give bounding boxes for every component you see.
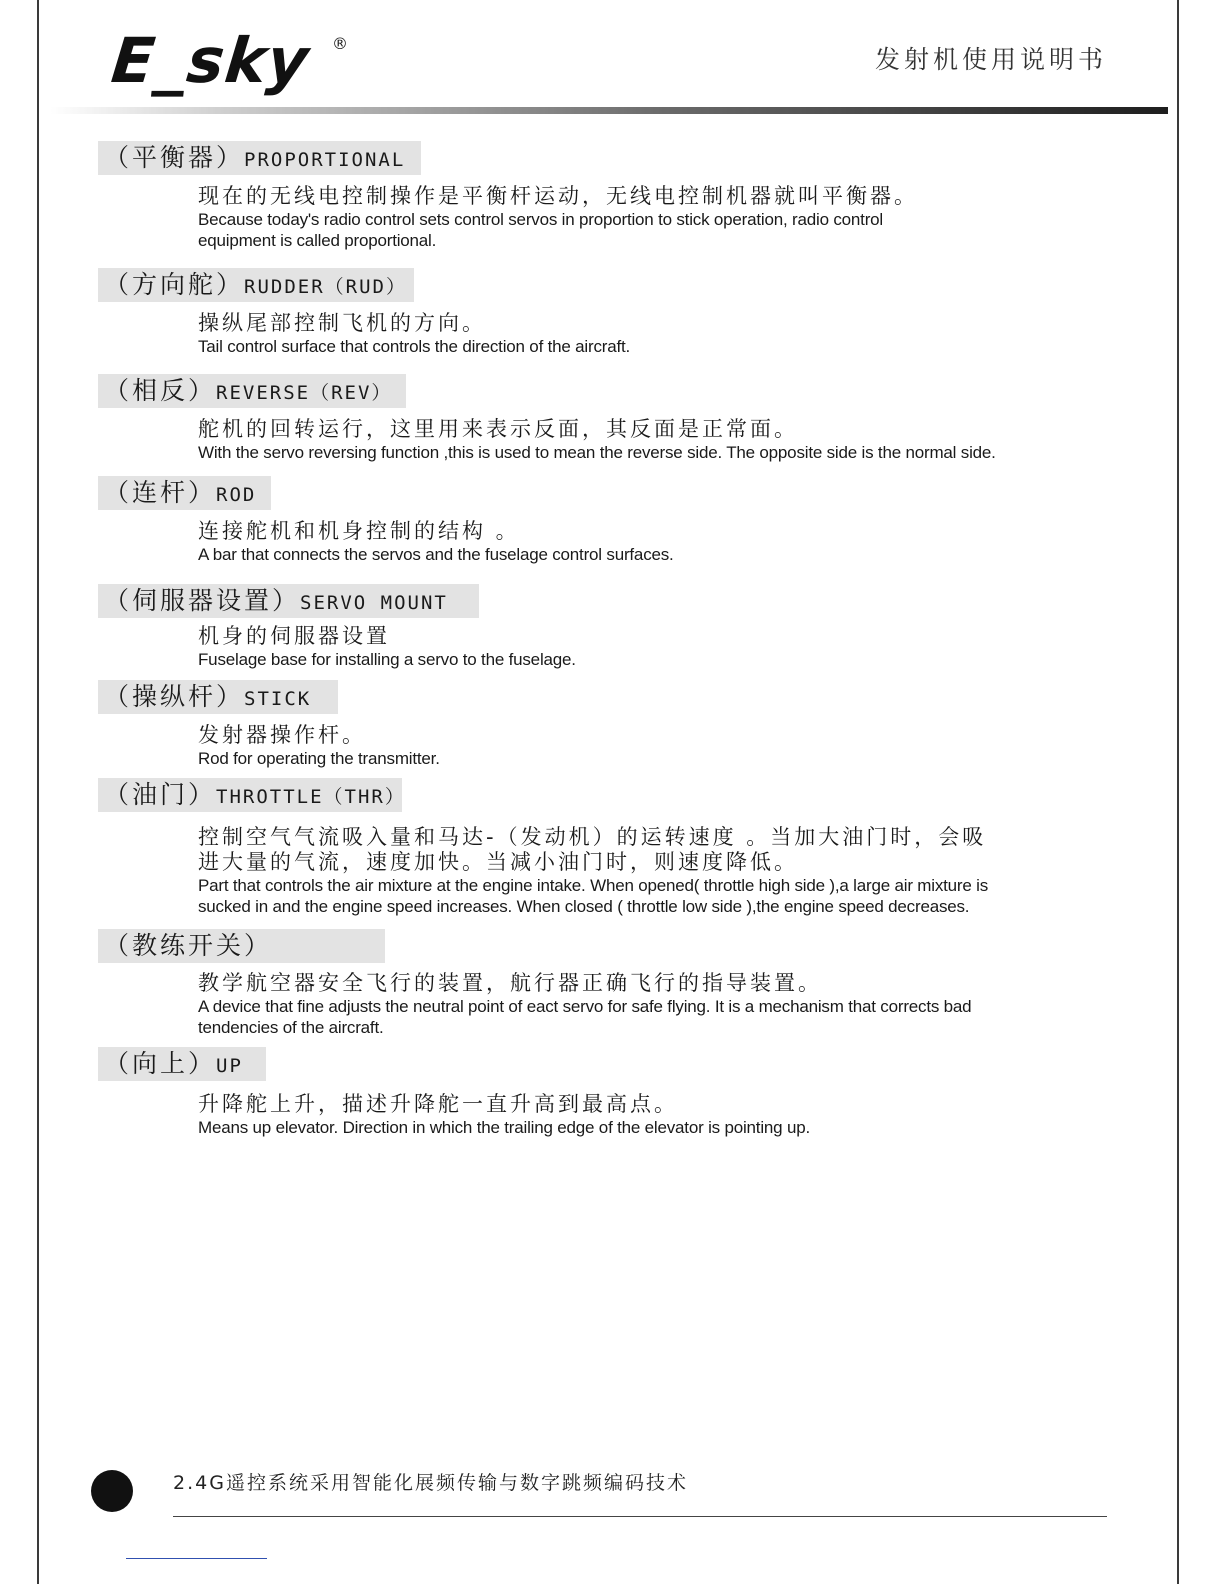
term-description xyxy=(198,184,1058,251)
term-chinese: （伺服器设置） xyxy=(104,586,301,615)
glossary-entry-trainer-switch xyxy=(98,929,1058,1038)
esky-logo: E_sky xyxy=(108,24,313,97)
description-chinese: 升降舵上升，描述升降舵一直升高到最高点。 xyxy=(198,1092,678,1116)
description-english: Because today's radio control sets control servos in proportion to stick operation, radio control xyxy=(198,210,883,229)
term-description xyxy=(198,624,1058,670)
description-chinese: 发射器操作杆。 xyxy=(198,723,366,747)
footer-tagline: 2.4G遥控系统采用智能化展频传输与数字跳频编码技术 xyxy=(173,1472,688,1494)
footer-divider xyxy=(173,1516,1107,1517)
term-description xyxy=(198,417,1058,463)
term-label xyxy=(98,584,479,618)
term-label xyxy=(98,778,406,812)
term-label xyxy=(98,141,421,175)
term-chinese: （相反） xyxy=(104,376,217,405)
term-label xyxy=(98,680,338,714)
description-english: sucked in and the engine speed increases. When closed ( throttle low side ),the engine speed decreases. xyxy=(198,897,970,916)
registered-mark: ® xyxy=(332,34,348,53)
term-label xyxy=(98,929,385,963)
description-english: tendencies of the aircraft. xyxy=(198,1018,384,1037)
page-border-right xyxy=(1177,0,1179,1584)
term-english: SERVO MOUNT xyxy=(300,592,448,614)
page-border-left xyxy=(37,0,39,1584)
term-chinese: （操纵杆） xyxy=(104,682,245,711)
term-english: THROTTLE（THR） xyxy=(216,786,406,808)
description-chinese: 机身的伺服器设置 xyxy=(198,624,390,648)
term-description xyxy=(198,825,1058,917)
description-english: equipment is called proportional. xyxy=(198,231,437,250)
description-english: A device that fine adjusts the neutral point of eact servo for safe flying. It is a mechanism that corrects bad xyxy=(198,997,972,1016)
term-label xyxy=(98,476,271,510)
description-chinese: 现在的无线电控制操作是平衡杆运动，无线电控制机器就叫平衡器。 xyxy=(198,184,918,208)
term-description xyxy=(198,723,1058,769)
term-description xyxy=(198,311,1058,357)
glossary-entry-rudder xyxy=(98,268,1058,357)
description-chinese: 连接舵机和机身控制的结构 。 xyxy=(198,519,520,543)
term-chinese: （向上） xyxy=(104,1049,217,1078)
term-english: PROPORTIONAL xyxy=(244,149,406,171)
term-english: REVERSE（REV） xyxy=(216,382,393,404)
description-chinese: 进大量的气流，速度加快。当减小油门时，则速度降低。 xyxy=(198,850,798,874)
header-divider xyxy=(50,107,1168,114)
glossary-entry-reverse xyxy=(98,374,1058,463)
glossary-entry-stick xyxy=(98,680,1058,769)
glossary-entry-servo-mount xyxy=(98,584,1058,670)
glossary-entry-rod xyxy=(98,476,1058,565)
term-chinese: （油门） xyxy=(104,780,217,809)
term-description xyxy=(198,519,1058,565)
term-english: UP xyxy=(216,1055,243,1077)
term-chinese: （平衡器） xyxy=(104,143,245,172)
term-chinese: （教练开关） xyxy=(104,931,273,960)
description-chinese: 教学航空器安全飞行的装置，航行器正确飞行的指导装置。 xyxy=(198,971,822,995)
description-chinese: 操纵尾部控制飞机的方向。 xyxy=(198,311,486,335)
description-english: Tail control surface that controls the direction of the aircraft. xyxy=(198,337,631,356)
description-english: Part that controls the air mixture at the engine intake. When opened( throttle high side ),a large air mixture is xyxy=(198,876,989,895)
term-description xyxy=(198,971,1058,1038)
term-chinese: （连杆） xyxy=(104,478,217,507)
description-english: A bar that connects the servos and the fuselage control surfaces. xyxy=(198,545,674,564)
description-english: Means up elevator. Direction in which the trailing edge of the elevator is pointing up. xyxy=(198,1118,810,1137)
description-english: With the servo reversing function ,this is used to mean the reverse side. The opposite side is the normal side. xyxy=(198,443,996,462)
term-label xyxy=(98,374,406,408)
footer-accent-line xyxy=(126,1558,267,1559)
glossary-entry-proportional xyxy=(98,141,1058,251)
description-english: Rod for operating the transmitter. xyxy=(198,749,440,768)
description-chinese: 控制空气气流吸入量和马达-（发动机）的运转速度 。当加大油门时，会吸 xyxy=(198,825,987,849)
term-label xyxy=(98,268,414,302)
description-chinese: 舵机的回转运行，这里用来表示反面，其反面是正常面。 xyxy=(198,417,798,441)
term-english: ROD xyxy=(216,484,257,506)
term-description xyxy=(198,1092,1058,1138)
glossary-entry-up xyxy=(98,1047,1058,1138)
page-title: 发射机使用说明书 xyxy=(874,45,1107,74)
term-label xyxy=(98,1047,266,1081)
footer-bullet xyxy=(91,1470,133,1512)
term-chinese: （方向舵） xyxy=(104,270,245,299)
term-english: STICK xyxy=(244,688,312,710)
glossary-entry-throttle xyxy=(98,778,1058,917)
term-english: RUDDER（RUD） xyxy=(244,276,407,298)
description-english: Fuselage base for installing a servo to the fuselage. xyxy=(198,650,576,669)
